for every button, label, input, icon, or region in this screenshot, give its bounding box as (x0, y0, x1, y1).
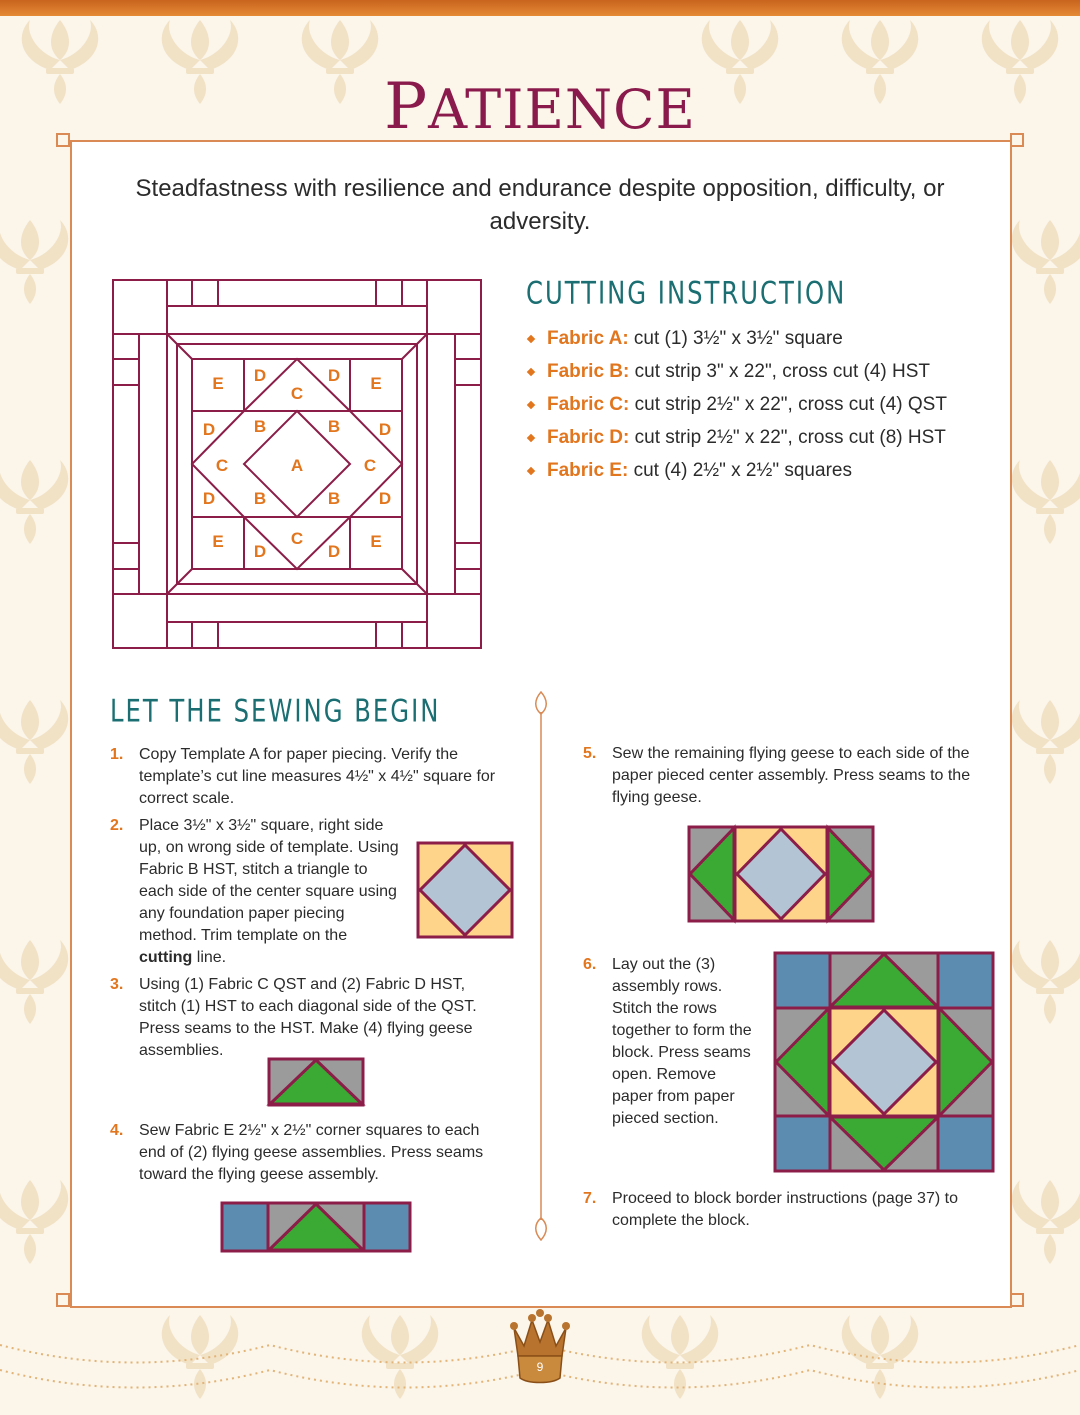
sewing-step-2: 2. Place 3½" x 3½" square, right side up, on wrong side of template. Using Fabric B HST, stitch a triangle to each side of the center square using any foundation paper piecing method. Trim template on the cutting line. (110, 817, 399, 966)
crown-icon (508, 1308, 572, 1386)
diagram-label-e: E (370, 532, 382, 551)
sewing-step-3: 3. Using (1) Fabric C QST and (2) Fabric D HST, stitch (1) HST to each diagonal side of the QST. Press seams to the HST. Make (4) flying geese assemblies. (110, 976, 477, 1059)
sewing-heading: LET THE SEWING BEGIN (110, 694, 441, 730)
diagram-label-b: B (253, 489, 267, 508)
diagram-label-c: C (290, 384, 304, 403)
block-layout-diagram (112, 279, 482, 649)
cutting-item: Fabric E: cut (4) 2½" x 2½" squares (526, 458, 996, 491)
diagram-label-b: B (327, 489, 341, 508)
step-2-center-square-diagram (417, 842, 513, 938)
diagram-label-a: A (290, 456, 304, 475)
diagram-label-b: B (253, 417, 267, 436)
diagram-label-b: B (327, 417, 341, 436)
diagram-label-e: E (212, 532, 224, 551)
cutting-heading: CUTTING INSTRUCTION (526, 276, 847, 312)
diagram-label-e: E (212, 374, 224, 393)
step-6-finished-block-diagram (774, 952, 994, 1172)
diagram-label-d: D (202, 420, 216, 439)
diagram-label-d: D (327, 366, 341, 385)
sewing-step-1: 1. Copy Template A for paper piecing. Verify the template’s cut line measures 4½" x 4½" square for correct scale. (110, 746, 496, 807)
cutting-item: Fabric A: cut (1) 3½" x 3½" square (526, 326, 996, 359)
diagram-label-c: C (363, 456, 377, 475)
diagram-label-c: C (215, 456, 229, 475)
step-4-row-diagram (221, 1202, 411, 1252)
sewing-step-7: 7. Proceed to block border instructions (page 37) to complete the block. (583, 1190, 958, 1229)
cutting-item: Fabric B: cut strip 3" x 22", cross cut (4) HST (526, 359, 996, 392)
diagram-label-d: D (253, 366, 267, 385)
diagram-label-d: D (378, 420, 392, 439)
column-divider (530, 690, 552, 1242)
frame-corner-ornament (1010, 1293, 1024, 1307)
diagram-label-d: D (253, 542, 267, 561)
cutting-item: Fabric D: cut strip 2½" x 22", cross cut (8) HST (526, 425, 996, 458)
diagram-label-d: D (378, 489, 392, 508)
diagram-label-c: C (290, 529, 304, 548)
diagram-label-d: D (327, 542, 341, 561)
step-5-center-row-diagram (688, 826, 874, 922)
cutting-list (526, 326, 996, 491)
diagram-label-e: E (370, 374, 382, 393)
sewing-step-4: 4. Sew Fabric E 2½" x 2½" corner squares to each end of (2) flying geese assemblies. Press seams toward the flying geese assembly. (110, 1122, 484, 1183)
sewing-step-5: 5. Sew the remaining flying geese to each side of the paper pieced center assembly. Press seams to the flying geese. (583, 745, 971, 806)
frame-corner-ornament (56, 1293, 70, 1307)
step-3-flying-geese-diagram (268, 1058, 364, 1106)
cutting-item: Fabric C: cut strip 2½" x 22", cross cut (4) QST (526, 392, 996, 425)
diagram-label-d: D (202, 489, 216, 508)
page-number: 9 (536, 1360, 544, 1374)
sewing-step-6: 6. Lay out the (3) assembly rows. Stitch the rows together to form the block. Press seams open. Remove paper from paper pieced section. (583, 956, 752, 1127)
page-title: PATIENCE (384, 70, 696, 144)
page-tagline: Steadfastness with resilience and endurance despite opposition, difficulty, or adversity. (135, 175, 945, 235)
